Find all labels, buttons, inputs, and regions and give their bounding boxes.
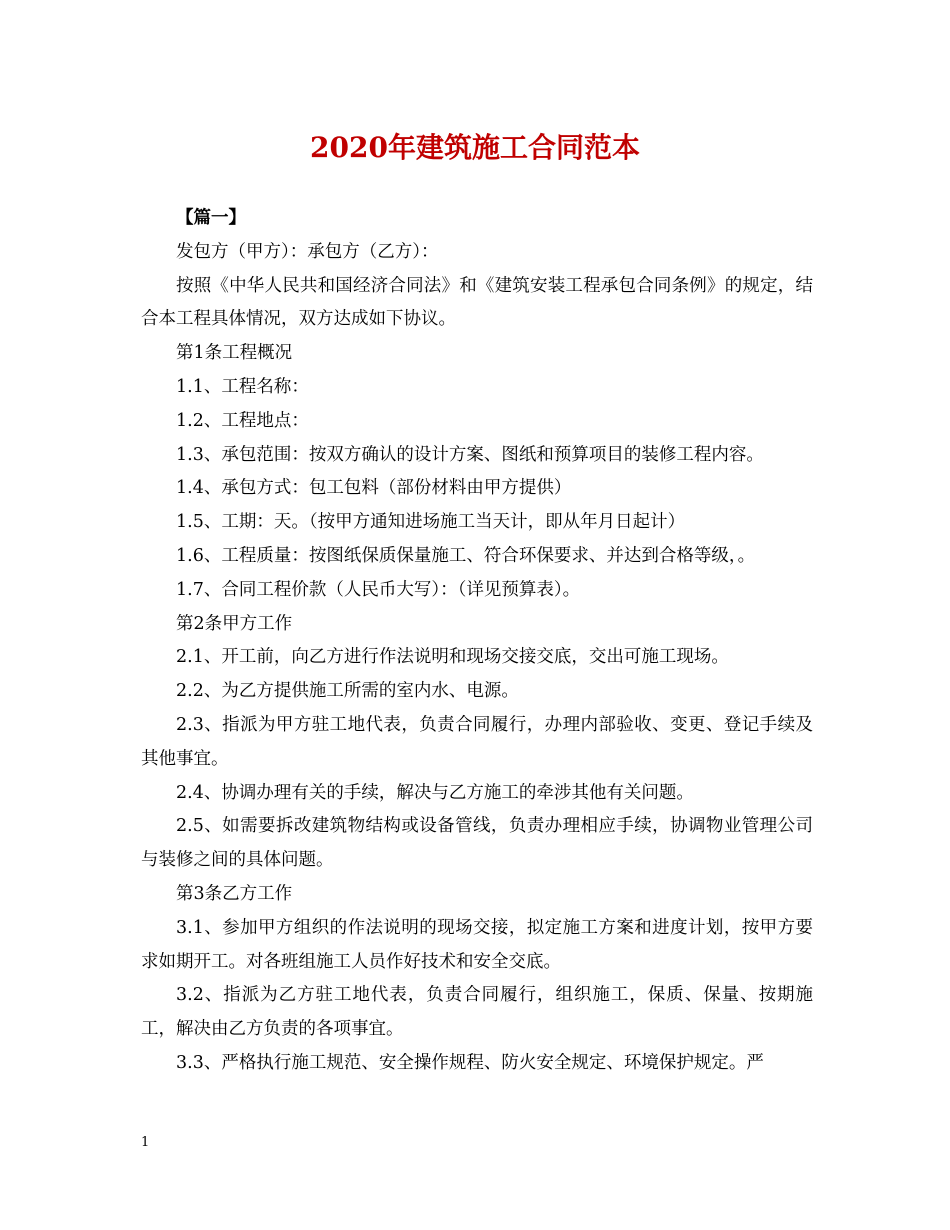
paragraph: 2.2、为乙方提供施工所需的室内水、电源。 bbox=[176, 681, 519, 702]
paragraph: 1.3、承包范围：按双方确认的设计方案、图纸和预算项目的装修工程内容。 bbox=[176, 444, 764, 465]
paragraph: 1.4、承包方式：包工包料（部份材料由甲方提供） bbox=[176, 478, 572, 499]
paragraph: 【篇一】 bbox=[176, 208, 246, 228]
paragraph: 1.7、合同工程价款（人民币大写）：（详见预算表）。 bbox=[176, 579, 581, 600]
page-number: 1 bbox=[141, 1135, 150, 1150]
paragraph: 第3条乙方工作 bbox=[176, 883, 293, 904]
paragraph: 3.3、严格执行施工规范、安全操作规程、防火安全规定、环境保护规定。严 bbox=[176, 1052, 764, 1073]
paragraph: 第1条工程概况 bbox=[176, 343, 293, 364]
paragraph: 1.2、工程地点： bbox=[176, 410, 309, 431]
paragraph: 2.1、开工前，向乙方进行作法说明和现场交接交底，交出可施工现场。 bbox=[176, 647, 729, 668]
paragraph: 1.5、工期：天。（按甲方通知进场施工当天计，即从年月日起计） bbox=[176, 512, 686, 533]
paragraph: 发包方（甲方）：承包方（乙方）： bbox=[176, 241, 439, 262]
paragraph: 3.2、指派为乙方驻工地代表，负责合同履行，组织施工，保质、保量、按期施工，解决由乙方负责的各项事宜。 bbox=[141, 985, 813, 1040]
paragraph: 2.3、指派为甲方驻工地代表，负责合同履行，办理内部验收、变更、登记手续及其他事宜。 bbox=[141, 714, 813, 769]
paragraph: 第2条甲方工作 bbox=[176, 613, 293, 634]
paragraph: 2.4、协调办理有关的手续，解决与乙方施工的牵涉其他有关问题。 bbox=[176, 782, 694, 803]
paragraph: 按照《中华人民共和国经济合同法》和《建筑安装工程承包合同条例》的规定，结合本工程具体情况，双方达成如下协议。 bbox=[141, 275, 813, 330]
paragraph: 1.6、工程质量：按图纸保质保量施工、符合环保要求、并达到合格等级，。 bbox=[176, 545, 756, 566]
paragraph: 2.5、如需要拆改建筑物结构或设备管线，负责办理相应手续，协调物业管理公司与装修之间的具体问题。 bbox=[141, 816, 813, 871]
document-title: 2020年建筑施工合同范本 bbox=[310, 131, 640, 164]
paragraph: 1.1、工程名称： bbox=[176, 376, 309, 397]
paragraph: 3.1、参加甲方组织的作法说明的现场交接，拟定施工方案和进度计划，按甲方要求如期开工。对各班组施工人员作好技术和安全交底。 bbox=[141, 917, 813, 972]
document-body bbox=[141, 202, 813, 1081]
